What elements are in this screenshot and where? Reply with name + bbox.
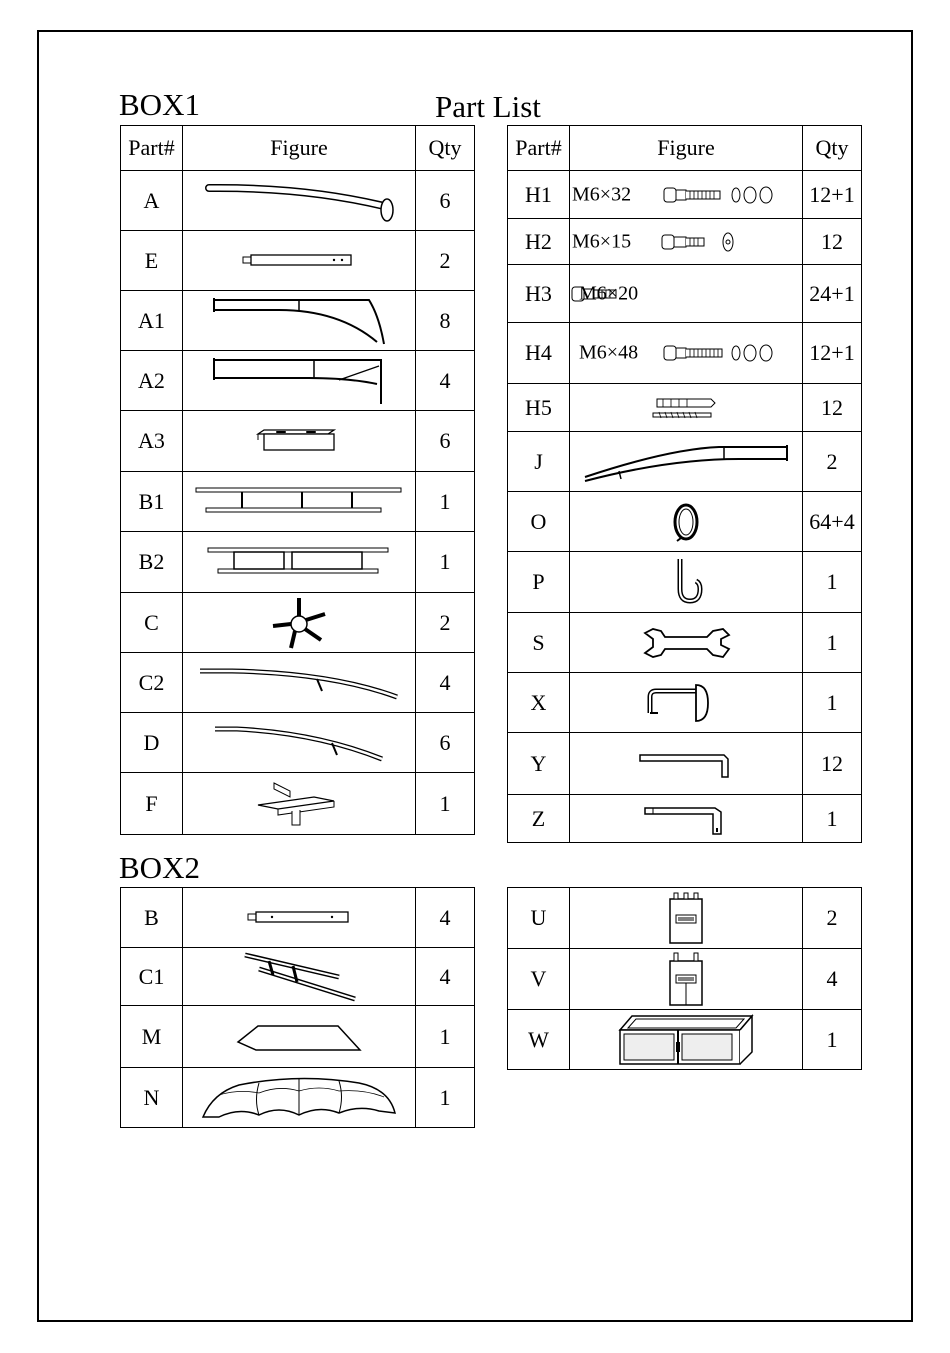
table-row <box>508 795 862 843</box>
part-id: P <box>508 552 570 613</box>
qty: 4 <box>803 949 862 1010</box>
qty: 1 <box>803 795 862 843</box>
table-row <box>121 231 475 291</box>
part-id: H2 <box>508 219 570 265</box>
box2-title: BOX2 <box>119 850 200 885</box>
bracket-icon <box>254 426 344 456</box>
page-title: Part List <box>435 89 541 124</box>
qty: 24+1 <box>803 265 862 323</box>
part-id: C <box>121 593 183 653</box>
table-row <box>508 613 862 673</box>
qty: 1 <box>416 1068 475 1128</box>
part-id: H5 <box>508 384 570 432</box>
part-id: B2 <box>121 532 183 593</box>
table-row <box>121 472 475 532</box>
box2-left-table <box>120 887 475 1128</box>
table-row <box>508 219 862 265</box>
part-id: M <box>121 1006 183 1068</box>
box1-left-table <box>120 125 475 835</box>
part-id: H4 <box>508 323 570 384</box>
part-id: Y <box>508 733 570 795</box>
qty: 4 <box>416 948 475 1006</box>
qty: 2 <box>416 593 475 653</box>
part-id: H3 <box>508 265 570 323</box>
t-handle-icon <box>646 683 726 723</box>
truss-arch-icon <box>209 296 389 346</box>
part-id: U <box>508 888 570 949</box>
qty: 12 <box>803 219 862 265</box>
part-id: B <box>121 888 183 948</box>
table-row <box>508 265 862 323</box>
table-row <box>121 171 475 231</box>
header-part: Part# <box>121 126 183 171</box>
hub-connector-icon <box>269 596 329 650</box>
hex-key-icon <box>636 749 736 779</box>
table-row <box>121 1068 475 1128</box>
table-row <box>121 593 475 653</box>
table-row <box>121 1006 475 1068</box>
ring-icon <box>671 501 701 543</box>
part-id: F <box>121 773 183 835</box>
canopy-icon <box>199 1075 399 1121</box>
table-row <box>508 323 862 384</box>
qty: 1 <box>416 532 475 593</box>
short-tube-icon <box>239 251 359 271</box>
part-id: S <box>508 613 570 673</box>
table-row <box>508 432 862 492</box>
qty: 6 <box>416 713 475 773</box>
part-id: C2 <box>121 653 183 713</box>
curved-pole-icon <box>189 176 409 226</box>
box2-right-table <box>507 887 862 1070</box>
part-spec: M6×15 <box>572 230 632 252</box>
truss-arch-icon <box>209 356 389 406</box>
qty: 64+4 <box>803 492 862 552</box>
part-id: B1 <box>121 472 183 532</box>
part-id: A1 <box>121 291 183 351</box>
table-row <box>121 532 475 593</box>
qty: 2 <box>803 432 862 492</box>
qty: 4 <box>416 351 475 411</box>
ladder-beam-icon <box>192 485 407 519</box>
header-figure: Figure <box>570 126 803 171</box>
table-row <box>121 948 475 1006</box>
qty: 2 <box>416 231 475 291</box>
connector-plate-icon <box>666 951 706 1007</box>
ladder-beam-icon <box>239 951 359 1003</box>
box1-right-table <box>507 125 862 843</box>
table-row <box>508 171 862 219</box>
qty: 1 <box>803 673 862 733</box>
qty: 1 <box>803 552 862 613</box>
header-qty: Qty <box>416 126 475 171</box>
header-qty: Qty <box>803 126 862 171</box>
part-id: W <box>508 1010 570 1070</box>
table-row <box>508 492 862 552</box>
part-id: A2 <box>121 351 183 411</box>
table-row <box>508 1010 862 1070</box>
table-row <box>508 552 862 613</box>
table-row <box>121 888 475 948</box>
part-id: V <box>508 949 570 1010</box>
qty: 1 <box>416 1006 475 1068</box>
table-row <box>121 713 475 773</box>
qty: 8 <box>416 291 475 351</box>
part-id: O <box>508 492 570 552</box>
cross-connector-icon <box>254 779 344 829</box>
table-row <box>508 949 862 1010</box>
ladder-beam-icon <box>204 545 394 579</box>
part-id: H1 <box>508 171 570 219</box>
header-part: Part# <box>508 126 570 171</box>
short-tube-icon <box>244 908 354 928</box>
qty: 12+1 <box>803 171 862 219</box>
part-id: J <box>508 432 570 492</box>
part-id: Z <box>508 795 570 843</box>
table-row <box>121 351 475 411</box>
qty: 1 <box>803 613 862 673</box>
table-row <box>121 291 475 351</box>
table-row <box>121 773 475 835</box>
part-spec: M6×32 <box>572 183 632 205</box>
qty: 12+1 <box>803 323 862 384</box>
part-id: X <box>508 673 570 733</box>
part-id: D <box>121 713 183 773</box>
qty: 1 <box>416 773 475 835</box>
table-row <box>508 888 862 949</box>
part-id: A3 <box>121 411 183 472</box>
curved-rail-icon <box>207 721 392 765</box>
part-id: E <box>121 231 183 291</box>
connector-plate-icon <box>666 891 706 945</box>
qty: 1 <box>803 1010 862 1070</box>
table-row <box>508 384 862 432</box>
qty: 12 <box>803 384 862 432</box>
part-spec: M6×48 <box>579 341 639 364</box>
table-row <box>121 653 475 713</box>
qty: 4 <box>416 653 475 713</box>
qty: 6 <box>416 171 475 231</box>
header-figure: Figure <box>183 126 416 171</box>
hook-icon <box>666 557 706 607</box>
qty: 4 <box>416 888 475 948</box>
bolt-washer-icon <box>660 231 740 253</box>
bolt-nut-washer-icon <box>662 343 782 363</box>
part-id: C1 <box>121 948 183 1006</box>
box1-title: BOX1 <box>119 87 200 122</box>
bolt-nut-washer-icon <box>662 185 782 205</box>
table-row <box>508 673 862 733</box>
part-id: A <box>121 171 183 231</box>
qty: 1 <box>416 472 475 532</box>
table-row <box>121 411 475 472</box>
hex-key-icon <box>641 802 731 836</box>
qty: 12 <box>803 733 862 795</box>
qty: 2 <box>803 888 862 949</box>
qty: 6 <box>416 411 475 472</box>
curved-rail-icon <box>192 663 407 703</box>
anchor-screw-icon <box>651 395 721 421</box>
wrench-icon <box>641 625 731 661</box>
curved-truss-icon <box>579 439 794 485</box>
frame-box-icon <box>616 1012 756 1068</box>
part-spec: M6×20 <box>579 282 639 304</box>
table-row <box>508 733 862 795</box>
top-cap-icon <box>234 1020 364 1054</box>
part-id: N <box>121 1068 183 1128</box>
